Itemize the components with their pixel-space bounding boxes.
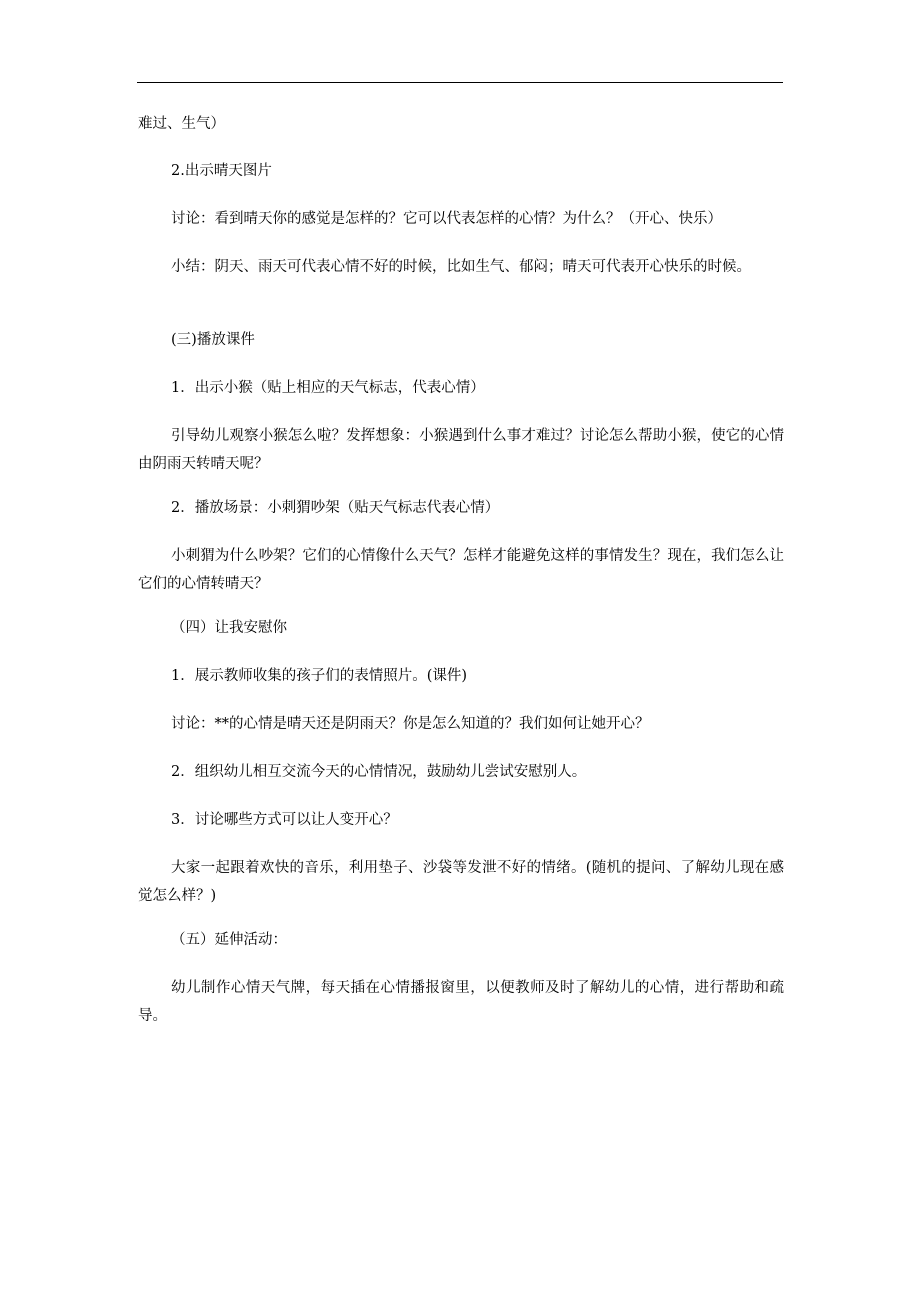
paragraph-14: 3．讨论哪些方式可以让人变开心？: [171, 812, 398, 828]
paragraph-10: （四）让我安慰你: [171, 620, 287, 636]
paragraph-17: 幼儿制作心情天气牌，每天插在心情播报窗里，以便教师及时了解幼儿的心情，进行帮助和疏导。: [138, 980, 784, 1024]
paragraph-5: (三)播放课件: [171, 332, 255, 348]
paragraph-15: 大家一起跟着欢快的音乐，利用垫子、沙袋等发泄不好的情绪。(随机的提问、了解幼儿现在感觉怎么样？): [138, 860, 784, 904]
paragraph-16: （五）延伸活动：: [171, 932, 287, 948]
paragraph-6: 1．出示小猴（贴上相应的天气标志，代表心情）: [171, 380, 485, 396]
paragraph-8: 2．播放场景：小刺猬吵架（贴天气标志代表心情）: [171, 500, 500, 516]
header-rule: [137, 82, 783, 83]
paragraph-9: 小刺猬为什么吵架？它们的心情像什么天气？怎样才能避免这样的事情发生？现在，我们怎么让它们的心情转晴天？: [138, 548, 784, 592]
paragraph-12: 讨论：**的心情是晴天还是阴雨天？你是怎么知道的？我们如何让她开心？: [171, 716, 650, 732]
paragraph-4: 小结：阴天、雨天可代表心情不好的时候，比如生气、郁闷；晴天可代表开心快乐的时候。: [171, 259, 751, 275]
paragraph-2: 2.出示晴天图片: [171, 163, 272, 179]
paragraph-11: 1．展示教师收集的孩子们的表情照片。(课件): [171, 668, 468, 684]
paragraph-3: 讨论：看到晴天你的感觉是怎样的？它可以代表怎样的心情？为什么？（开心、快乐）: [171, 211, 722, 227]
paragraph-1: 难过、生气）: [138, 116, 225, 132]
paragraph-7: 引导幼儿观察小猴怎么啦？发挥想象：小猴遇到什么事才难过？讨论怎么帮助小猴，使它的心情由阴雨天转晴天呢？: [138, 428, 784, 472]
paragraph-13: 2．组织幼儿相互交流今天的心情情况，鼓励幼儿尝试安慰别人。: [171, 764, 587, 780]
